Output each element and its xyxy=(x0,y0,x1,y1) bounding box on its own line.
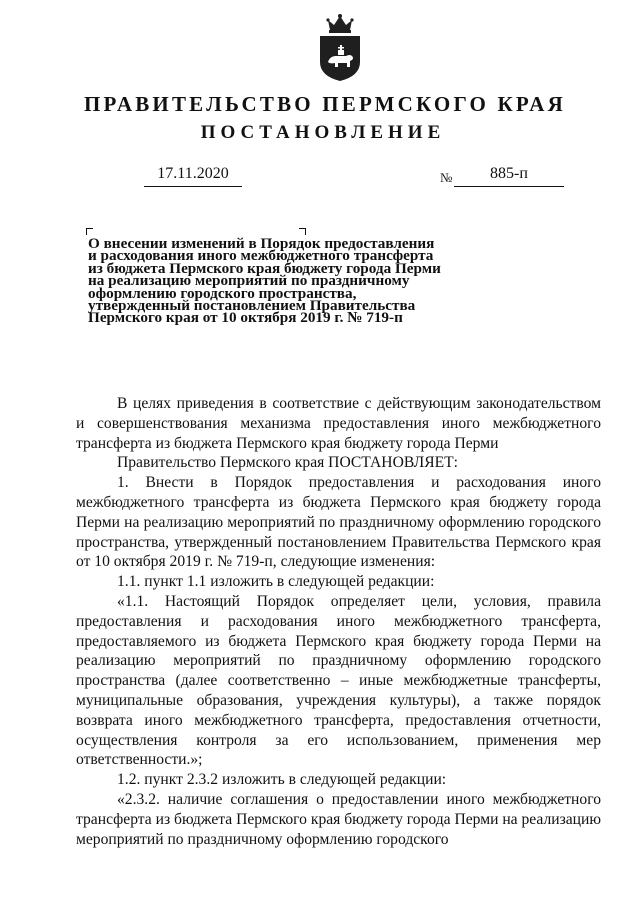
subject-line: и расходования иного межбюджетного трансферта xyxy=(88,247,434,265)
subject-line: О внесении изменений в Порядок предоставления xyxy=(88,235,435,252)
body-paragraph: Правительство Пермского края ПОСТАНОВЛЯЕТ: xyxy=(117,454,458,472)
subject-line: Пермского края от 10 октября 2019 г. № 719-п xyxy=(88,309,403,327)
body-paragraph: 1.2. пункт 2.3.2 изложить в следующей редакции: xyxy=(117,771,447,789)
document-subject xyxy=(88,235,448,327)
document-date: 17.11.2020 xyxy=(144,164,242,187)
government-title: ПРАВИТЕЛЬСТВО ПЕРМСКОГО КРАЯ xyxy=(83,92,566,116)
body-paragraph: «1.1. Настоящий Порядок определяет цели, условия, правила предоставления и расходования иного межбюджетного трансферта, предоставляемого из бюджета Пермского края бюджету города Перми на реализацию мероприятий по праздничному оформлению городского пространства (далее соответственно – иные межбюджетные трансферты, муниципальные образования, учреждения культуры), а также порядок возврата иного межбюджетного трансферта, предоставления отчетности, осуществления контроля за его использованием, применения мер ответственности.»; xyxy=(76,592,601,769)
document-body xyxy=(76,394,601,849)
coat-of-arms-icon xyxy=(316,12,364,82)
subject-corner-left xyxy=(86,228,93,235)
subject-line: из бюджета Пермского края бюджету города Перми xyxy=(88,259,441,277)
subject-line: утвержденный постановлением Правительства xyxy=(88,297,416,315)
subject-line: на реализацию мероприятий по праздничному xyxy=(88,272,410,290)
body-paragraph: 1.1. пункт 1.1 изложить в следующей редакции: xyxy=(117,573,435,591)
number-sign: № xyxy=(440,170,453,185)
document-number: 885-п xyxy=(454,164,564,187)
subject-line: оформлению городского пространства, xyxy=(88,284,357,302)
document-type-title: ПОСТАНОВЛЕНИЕ xyxy=(200,122,446,143)
body-paragraph: В целях приведения в соответствие с действующим законодательством и совершенствования механизма предоставления иного межбюджетного трансферта из бюджета Пермского края бюджету города Перми xyxy=(76,395,601,452)
body-paragraph: «2.3.2. наличие соглашения о предоставлении иного межбюджетного трансферта из бюджета Пермского края бюджету города Перми на реализацию мероприятий по праздничному оформлению городского xyxy=(76,790,602,848)
subject-corner-right xyxy=(299,228,306,235)
body-paragraph: 1. Внести в Порядок предоставления и расходования иного межбюджетного трансферта из бюджета Пермского края бюджету города Перми на реализацию мероприятий по праздничному оформлению городского пространства, утвержденный постановлением Правительства Пермского края от 10 октября 2019 г. № 719-п, следующие изменения: xyxy=(76,474,601,571)
